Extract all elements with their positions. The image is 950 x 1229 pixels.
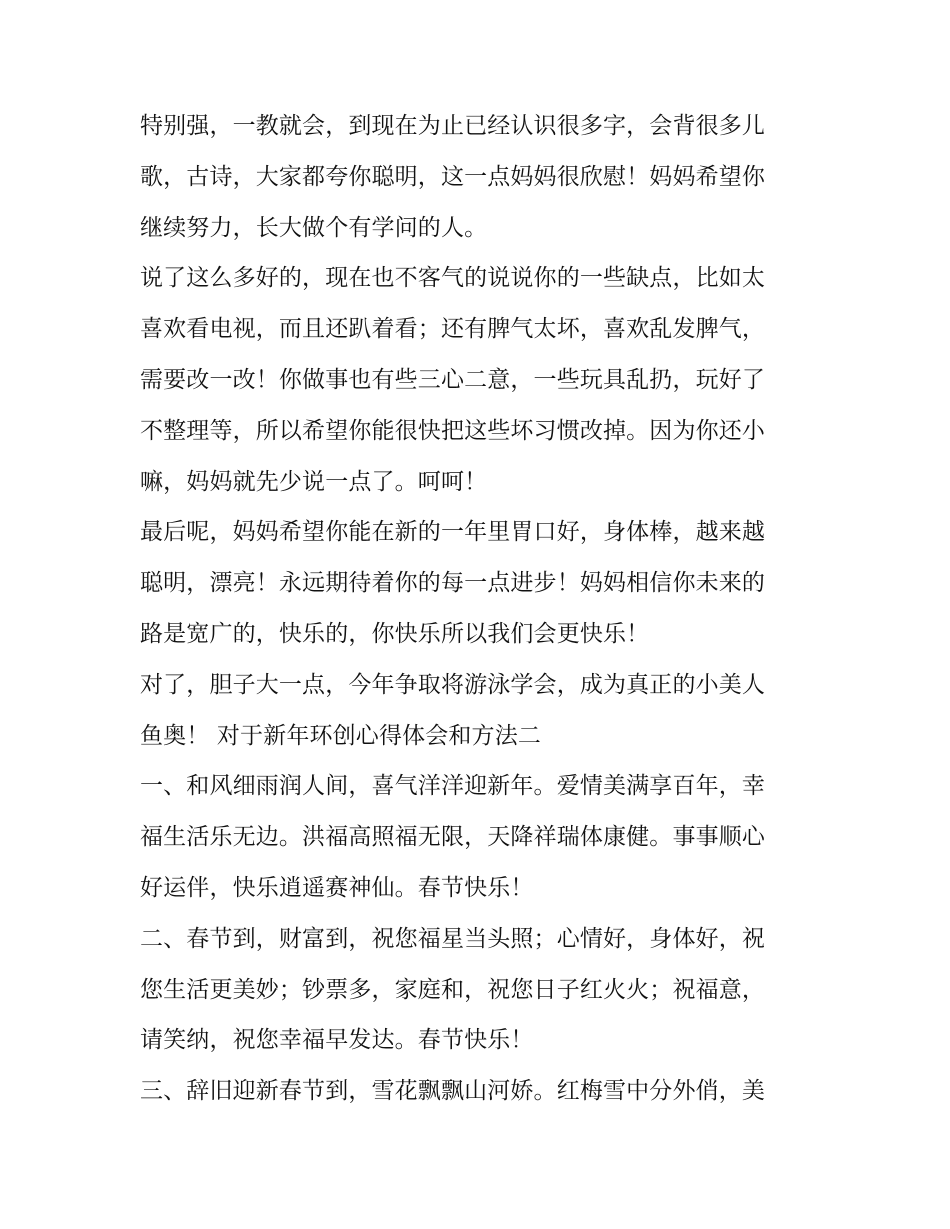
text-line: 喜欢看电视，而且还趴着看；还有脾气太坏，喜欢乱发脾气，: [140, 316, 766, 343]
text-line: 继续努力，长大做个有学问的人。: [140, 214, 488, 241]
text-line: 说了这么多好的，现在也不客气的说说你的一些缺点，比如太: [140, 265, 766, 292]
text-line: 聪明，漂亮！永远期待着你的每一点进步！妈妈相信你未来的: [140, 570, 766, 597]
text-line: 三、辞旧迎新春节到，雪花飘飘山河娇。红梅雪中分外俏，美: [140, 1078, 766, 1105]
document-body: [140, 101, 820, 1117]
paragraph-5: [140, 761, 820, 913]
paragraph-3: [140, 507, 820, 659]
text-line: 请笑纳，祝您幸福早发达。春节快乐！: [140, 1027, 534, 1054]
text-line: 二、春节到，财富到，祝您福星当头照；心情好，身体好，祝: [140, 925, 766, 952]
paragraph-2: [140, 253, 820, 507]
text-line: 歌，古诗，大家都夸你聪明，这一点妈妈很欣慰！妈妈希望你: [140, 163, 766, 190]
text-line: 不整理等，所以希望你能很快把这些坏习惯改掉。因为你还小: [140, 417, 766, 444]
text-line: 最后呢，妈妈希望你能在新的一年里胃口好，身体棒，越来越: [140, 519, 766, 546]
text-line: 您生活更美妙；钞票多，家庭和，祝您日子红火火；祝福意，: [140, 976, 766, 1003]
paragraph-7: [140, 1066, 820, 1117]
paragraph-1: [140, 101, 820, 253]
text-line: 鱼奥！ 对于新年环创心得体会和方法二: [140, 722, 542, 749]
paragraph-4: [140, 660, 820, 762]
text-line: 嘛，妈妈就先少说一点了。呵呵！: [140, 468, 488, 495]
text-line: 对了，胆子大一点，今年争取将游泳学会，成为真正的小美人: [140, 671, 766, 698]
text-line: 需要改一改！你做事也有些三心二意，一些玩具乱扔，玩好了: [140, 366, 766, 393]
paragraph-6: [140, 914, 820, 1066]
text-line: 特别强，一教就会，到现在为止已经认识很多字，会背很多儿: [140, 113, 766, 139]
text-line: 福生活乐无边。洪福高照福无限，天降祥瑞体康健。事事顺心: [140, 824, 766, 851]
text-line: 路是宽广的，快乐的，你快乐所以我们会更快乐！: [140, 620, 650, 647]
text-line: 一、和风细雨润人间，喜气洋洋迎新年。爱情美满享百年，幸: [140, 773, 766, 800]
text-line: 好运伴，快乐逍遥赛神仙。春节快乐！: [140, 874, 534, 901]
